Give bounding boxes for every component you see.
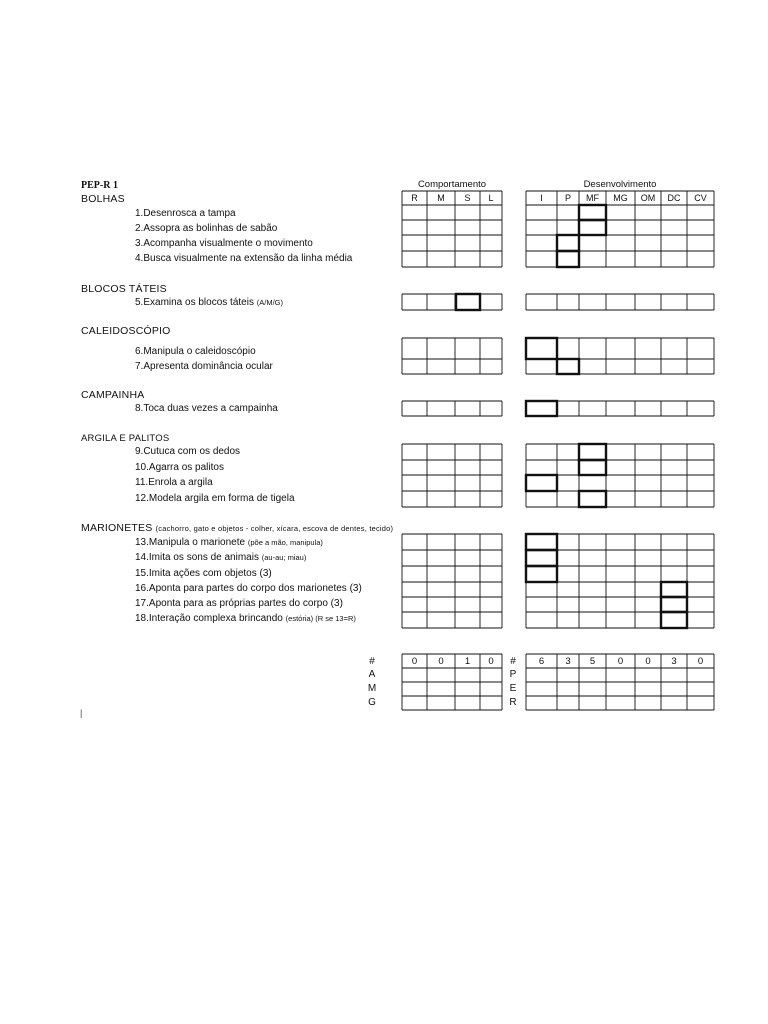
marked-cell-item-13-i [526,534,557,550]
col-header-om: OM [640,193,656,203]
section-marionetes-note: (cachorro, gato e objetos - colher, xícara, escova de dentes, tecido) [155,524,394,533]
total-comp-l: 0 [488,656,494,667]
item-8: 8.Toca duas vezes a campainha [135,403,278,414]
item-7: 7.Apresenta dominância ocular [135,361,273,372]
section-marionetes-name: MARIONETES [81,522,153,534]
marked-cell-item-10-mf [579,460,606,475]
totals-dev-side-p: P [509,669,517,680]
item-13-note: (põe a mão, manipula) [247,538,323,547]
totals-dev-side-r: R [509,697,517,708]
document-title: PEP-R 1 [81,180,118,191]
item-6: 6.Manipula o caleidoscópio [135,346,256,357]
total-comp-s: 1 [464,656,471,667]
desenvolvimento-header: Desenvolvimento [583,179,657,190]
item-10: 10.Agarra os palitos [135,462,224,473]
col-header-cv: CV [694,193,707,203]
marked-cell-item-8-i [526,401,557,416]
totals-comp-side-m: M [367,683,377,694]
item-11: 11.Enrola a argila [135,477,213,488]
marked-cell-item-1-mf [579,205,606,220]
col-header-mf: MF [586,193,599,203]
item-15: 15.Imita ações com objetos (3) [135,568,272,579]
section-bolhas: BOLHAS [81,193,125,205]
comportamento-header: Comportamento [417,179,487,190]
col-header-s: S [464,193,471,203]
item-13-text: 13.Manipula o marionete [135,537,246,548]
item-16: 16.Aponta para partes do corpo dos marionetes (3) [135,583,362,594]
marked-cell-item-14-i [526,550,557,566]
total-dev-om: 0 [645,656,651,667]
col-header-i: I [540,193,543,203]
item-18-text: 18.Interação complexa brincando [135,613,283,624]
total-dev-mf: 5 [589,656,596,667]
item-3: 3.Acompanha visualmente o movimento [135,238,313,249]
col-header-l: L [488,193,494,203]
marked-cell-item-9-mf [579,444,606,460]
col-header-m: M [437,193,445,203]
totals-comp-label: # [369,656,375,667]
section-campainha: CAMPAINHA [81,389,145,401]
section-argila-palitos: ARGILA E PALITOS [81,433,170,444]
col-header-dc: DC [667,193,681,203]
total-dev-cv: 0 [697,656,704,667]
total-dev-i: 6 [538,656,545,667]
marked-cell-item-15-i [526,566,557,582]
marked-cell-item-11-i [526,475,557,491]
marked-cell-item-4-p [557,251,579,267]
totals-comp-side-a: A [368,669,376,680]
stray-mark: | [80,708,83,718]
marked-cell-item-7-p [557,359,579,374]
item-14-text: 14.Imita os sons de animais [135,552,259,563]
item-14-note: (au-au; miau) [261,553,307,562]
totals-comp-side-g: G [368,697,376,708]
total-dev-p: 3 [565,656,571,667]
col-header-r: R [411,193,418,203]
item-12: 12.Modela argila em forma de tigela [135,493,295,504]
col-header-mg: MG [613,193,628,203]
item-9: 9.Cutuca com os dedos [135,446,241,457]
totals-dev-label: # [510,656,516,667]
marked-cell-item-6-i [526,338,557,359]
total-dev-dc: 3 [671,656,677,667]
item-1: 1.Desenrosca a tampa [135,208,236,219]
total-dev-mg: 0 [617,656,624,667]
marked-cell-item-18-dc [661,612,687,628]
marked-cell-item-3-p [557,235,579,251]
item-18-note: (estória) (R se 13=R) [285,614,356,623]
section-caleidoscopio: CALEIDOSCÓPIO [81,325,171,337]
col-header-p: P [564,193,571,203]
marked-cell-item-17-dc [661,597,687,612]
marked-cell-item-16-dc [661,582,687,597]
section-blocos-tateis: BLOCOS TÁTEIS [81,283,167,295]
total-comp-m: 0 [438,656,444,667]
item-2: 2.Assopra as bolinhas de sabão [135,223,278,234]
item-5-text: 5.Examina os blocos táteis [135,297,254,308]
item-4: 4.Busca visualmente na extensão da linha média [135,253,353,264]
marked-cell-item-12-mf [579,491,606,507]
marked-cell-item-5-s [456,294,480,310]
total-comp-r: 0 [411,656,418,667]
marked-cell-item-2-mf [579,220,606,235]
totals-dev-side-e: E [509,683,517,694]
item-17: 17.Aponta para as próprias partes do corpo (3) [135,598,343,609]
item-5-note: (A/M/G) [256,298,283,307]
